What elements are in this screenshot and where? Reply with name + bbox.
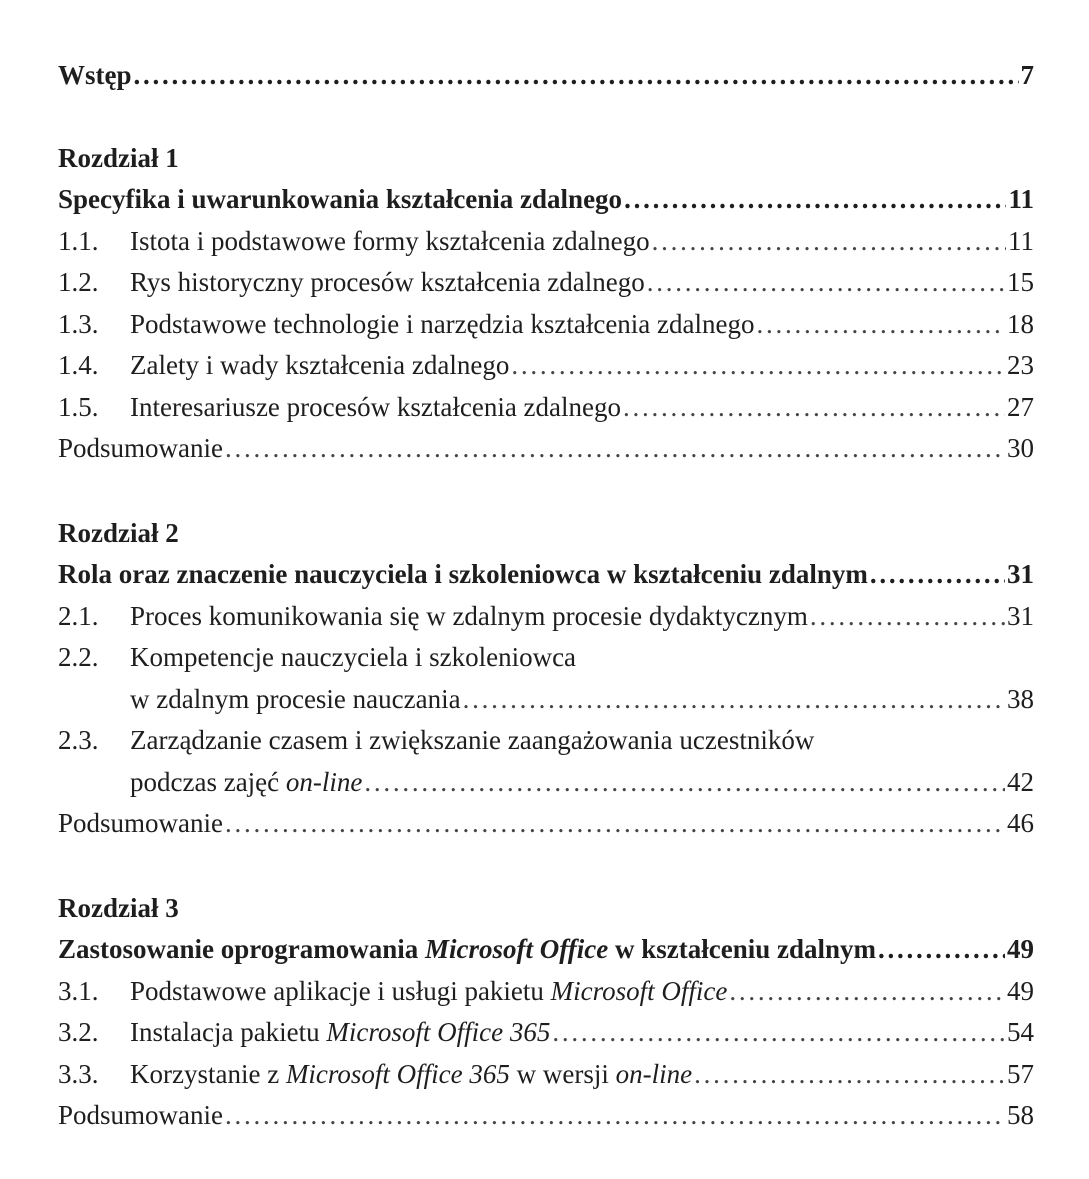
page-number: 23 <box>1007 350 1034 380</box>
dot-leader <box>652 221 1006 263</box>
title-italic: Microsoft Office <box>425 934 609 964</box>
page-number: 11 <box>1008 225 1034 256</box>
title-text: Korzystanie z <box>130 1058 286 1089</box>
toc-entry-section-line1[interactable] <box>58 720 1034 762</box>
summary-title: Podsumowanie <box>58 1100 223 1130</box>
chapter-3 <box>58 888 1034 1137</box>
toc-entry-section[interactable] <box>58 262 1034 304</box>
toc-entry-section[interactable] <box>58 345 1034 387</box>
page-number: 30 <box>1007 433 1034 463</box>
section-title <box>130 971 727 1013</box>
page-number: 46 <box>1007 808 1034 838</box>
section-number: 3.3. <box>58 1058 99 1089</box>
page-number: 15 <box>1007 267 1034 297</box>
dot-leader <box>552 1012 1005 1054</box>
toc-entry-section[interactable] <box>58 387 1034 429</box>
dot-leader <box>870 554 1005 596</box>
section-title <box>130 1012 550 1054</box>
dot-leader <box>134 55 1019 97</box>
page-number: 18 <box>1007 308 1034 339</box>
section-number: 2.3. <box>58 725 99 755</box>
dot-leader <box>463 679 1005 721</box>
toc-entry-section[interactable] <box>58 971 1034 1013</box>
toc-entry-summary[interactable] <box>58 1095 1034 1137</box>
section-title-continued <box>130 762 362 804</box>
dot-leader <box>225 803 1005 845</box>
page-number: 42 <box>1007 766 1034 797</box>
chapter-title-entry[interactable] <box>58 179 1034 221</box>
dot-leader <box>694 1054 1005 1096</box>
chapter-title <box>58 929 876 971</box>
dot-leader <box>729 971 1005 1013</box>
toc-entry-section[interactable] <box>58 304 1034 346</box>
section-title: Podstawowe technologie i narzędzia kształcenia zdalnego <box>130 308 755 339</box>
title-italic: Microsoft Office <box>550 975 728 1006</box>
page-number: 49 <box>1007 975 1034 1006</box>
page-number: 54 <box>1007 1017 1034 1047</box>
title-text: w kształceniu zdalnym <box>608 934 877 964</box>
section-number: 3.1. <box>58 975 99 1006</box>
section-number: 1.3. <box>58 308 99 339</box>
toc-entry-summary[interactable] <box>58 428 1034 470</box>
page-number: 57 <box>1007 1058 1034 1089</box>
page-number: 31 <box>1007 600 1034 631</box>
section-number: 1.5. <box>58 391 99 422</box>
dot-leader <box>364 762 1005 804</box>
page-number: 27 <box>1007 391 1034 422</box>
dot-leader <box>225 1095 1005 1137</box>
title-italic: Microsoft Office 365 <box>285 1058 510 1089</box>
chapter-label: Rozdział 2 <box>58 517 179 548</box>
page-number: 31 <box>1007 559 1034 589</box>
page-number: 58 <box>1007 1100 1034 1130</box>
chapter-label: Rozdział 3 <box>58 892 179 923</box>
page-number: 49 <box>1007 934 1034 964</box>
section-number: 1.1. <box>58 225 99 256</box>
dot-leader <box>511 345 1005 387</box>
title-text: Zastosowanie oprogramowania <box>58 934 426 964</box>
dot-leader <box>878 929 1005 971</box>
chapter-title-entry[interactable] <box>58 554 1034 596</box>
page-number: 38 <box>1007 683 1034 714</box>
table-of-contents <box>58 55 1034 1137</box>
title-text: podczas zajęć <box>130 766 286 797</box>
toc-entry-section-line2[interactable] <box>58 679 1034 721</box>
dot-leader <box>225 428 1005 470</box>
title-italic: Microsoft Office 365 <box>326 1017 551 1047</box>
toc-entry-section-line2[interactable] <box>58 762 1034 804</box>
toc-entry-section-line1[interactable] <box>58 637 1034 679</box>
section-title <box>130 1054 692 1096</box>
page-number: 11 <box>1008 184 1034 214</box>
chapter-title: Specyfika i uwarunkowania kształcenia zdalnego <box>58 184 623 214</box>
section-title: Zalety i wady kształcenia zdalnego <box>130 350 510 380</box>
toc-entry-section[interactable] <box>58 221 1034 263</box>
title-text: Podstawowe aplikacje i usługi pakietu <box>130 975 551 1006</box>
section-title: Interesariusze procesów kształcenia zdalnego <box>130 391 622 422</box>
section-number: 2.1. <box>58 600 99 631</box>
chapter-title-entry[interactable] <box>58 929 1034 971</box>
dot-leader <box>624 179 1006 221</box>
toc-entry-section[interactable] <box>58 596 1034 638</box>
chapter-label: Rozdział 1 <box>58 142 179 173</box>
chapter-title: Rola oraz znaczenie nauczyciela i szkoleniowca w kształceniu zdalnym <box>58 559 868 589</box>
toc-entry-section[interactable] <box>58 1054 1034 1096</box>
page-number: 7 <box>1020 60 1034 90</box>
section-number: 1.4. <box>58 350 99 380</box>
chapter-2 <box>58 513 1034 845</box>
section-title: Rys historyczny procesów kształcenia zdalnego <box>130 267 645 297</box>
summary-title: Podsumowanie <box>58 433 223 463</box>
chapter-1 <box>58 138 1034 470</box>
section-title: Kompetencje nauczyciela i szkoleniowca <box>130 642 577 672</box>
summary-title: Podsumowanie <box>58 808 223 838</box>
title-text: Instalacja pakietu <box>130 1017 327 1047</box>
dot-leader <box>810 596 1005 638</box>
dot-leader <box>757 304 1006 346</box>
toc-entry-intro[interactable] <box>58 55 1034 97</box>
section-title-continued: w zdalnym procesie nauczania <box>130 683 461 714</box>
section-title: Proces komunikowania się w zdalnym procesie dydaktycznym <box>130 600 808 631</box>
section-title: Zarządzanie czasem i zwiększanie zaangażowania uczestników <box>130 725 815 755</box>
dot-leader <box>647 262 1005 304</box>
toc-entry-summary[interactable] <box>58 803 1034 845</box>
entry-title: Wstęp <box>58 60 132 90</box>
section-number: 3.2. <box>58 1017 99 1047</box>
section-title: Istota i podstawowe formy kształcenia zdalnego <box>130 225 650 256</box>
toc-entry-section[interactable] <box>58 1012 1034 1054</box>
title-text: w wersji <box>509 1058 616 1089</box>
title-italic: on-line <box>615 1058 693 1089</box>
section-number: 2.2. <box>58 642 99 672</box>
section-number: 1.2. <box>58 267 99 297</box>
title-italic: on-line <box>285 766 363 797</box>
dot-leader <box>623 387 1005 429</box>
